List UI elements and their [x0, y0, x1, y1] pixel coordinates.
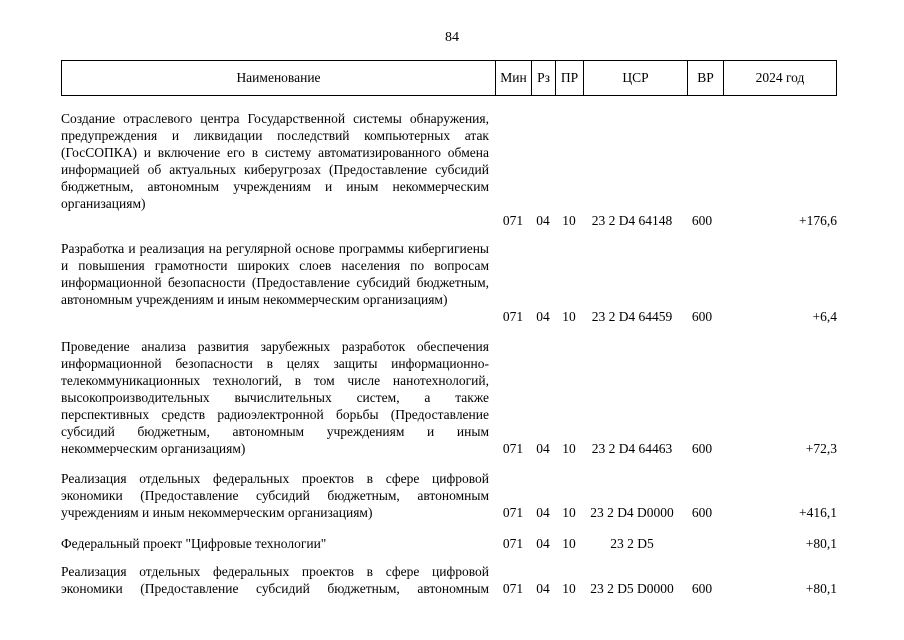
row-rz: 04 — [536, 536, 550, 551]
header-vr: ВР — [688, 61, 724, 95]
row-pr: 10 — [562, 309, 576, 324]
row-pr: 10 — [562, 441, 576, 456]
table-row — [61, 240, 841, 325]
row-rz: 04 — [536, 581, 550, 596]
page-number: 84 — [445, 30, 459, 45]
row-description: Федеральный проект "Цифровые технологии" — [61, 536, 327, 551]
table-row — [61, 470, 841, 521]
row-csr: 23 2 D5 — [610, 536, 654, 551]
table-row — [61, 338, 841, 457]
row-amount: +6,4 — [812, 309, 837, 324]
row-csr: 23 2 D5 D0000 — [590, 581, 674, 596]
row-pr: 10 — [562, 536, 576, 551]
row-csr: 23 2 D4 64463 — [591, 441, 673, 456]
row-amount: +80,1 — [805, 581, 837, 596]
row-min: 071 — [502, 536, 524, 551]
row-rz: 04 — [536, 441, 550, 456]
row-amount: +72,3 — [805, 441, 837, 456]
row-rz: 04 — [536, 213, 550, 228]
row-pr: 10 — [562, 505, 576, 520]
row-vr: 600 — [691, 505, 713, 520]
row-description: Реализация отдельных федеральных проектов в сфере цифровой экономики (Предоставление субсидий бюджетным, автономным учреждениям и иным некоммерческим организациям) — [61, 471, 489, 520]
row-vr: 600 — [691, 441, 713, 456]
row-min: 071 — [502, 581, 524, 596]
row-pr: 10 — [562, 213, 576, 228]
row-description: Реализация отдельных федеральных проектов в сфере цифровой экономики (Предоставление субсидий бюджетным, автономным — [61, 564, 489, 596]
row-csr: 23 2 D4 64148 — [591, 213, 673, 228]
table-row — [61, 563, 841, 597]
table-row — [61, 110, 841, 229]
row-vr: 600 — [691, 213, 713, 228]
row-min: 071 — [502, 441, 524, 456]
row-min: 071 — [502, 213, 524, 228]
header-pr: ПР — [556, 61, 584, 95]
header-csr: ЦСР — [584, 61, 688, 95]
row-pr: 10 — [562, 581, 576, 596]
row-vr: 600 — [691, 309, 713, 324]
row-description: Разработка и реализация на регулярной основе программы кибергигиены и повышения грамотности широких слоев населения по вопросам информационной безопасности (Предоставление субсидий бюджетным, автономным учреждениям и иным некоммерческим организациям) — [61, 241, 489, 307]
row-rz: 04 — [536, 309, 550, 324]
row-csr: 23 2 D4 64459 — [591, 309, 673, 324]
row-min: 071 — [502, 309, 524, 324]
row-min: 071 — [502, 505, 524, 520]
row-rz: 04 — [536, 505, 550, 520]
header-min: Мин — [496, 61, 532, 95]
row-amount: +416,1 — [799, 505, 837, 520]
header-name: Наименование — [62, 61, 496, 95]
row-csr: 23 2 D4 D0000 — [590, 505, 674, 520]
row-vr: 600 — [691, 581, 713, 596]
table-header — [61, 60, 837, 96]
row-description: Создание отраслевого центра Государственной системы обнаружения, предупреждения и ликвидации последствий компьютерных атак (ГосСОПКА) и включение его в систему автоматизированного обмена информацией об актуальных киберугрозах (Предоставление субсидий бюджетным, автономным учреждениям и иным некоммерческим организациям) — [61, 111, 489, 211]
row-description: Проведение анализа развития зарубежных разработок обеспечения информационной безопасности в целях защиты информационно-телекоммуникационных технологий, в том числе нанотехнологий, высокопроизводительных вычислительных систем, а также перспективных средств радиоэлектронной борьбы (Предоставление субсидий бюджетным, автономным учреждениям и иным некоммерческим организациям) — [61, 339, 489, 456]
row-amount: +80,1 — [805, 536, 837, 551]
header-year: 2024 год — [755, 70, 805, 85]
table-row — [61, 535, 841, 552]
row-amount: +176,6 — [799, 213, 837, 228]
header-rz: Рз — [532, 61, 556, 95]
